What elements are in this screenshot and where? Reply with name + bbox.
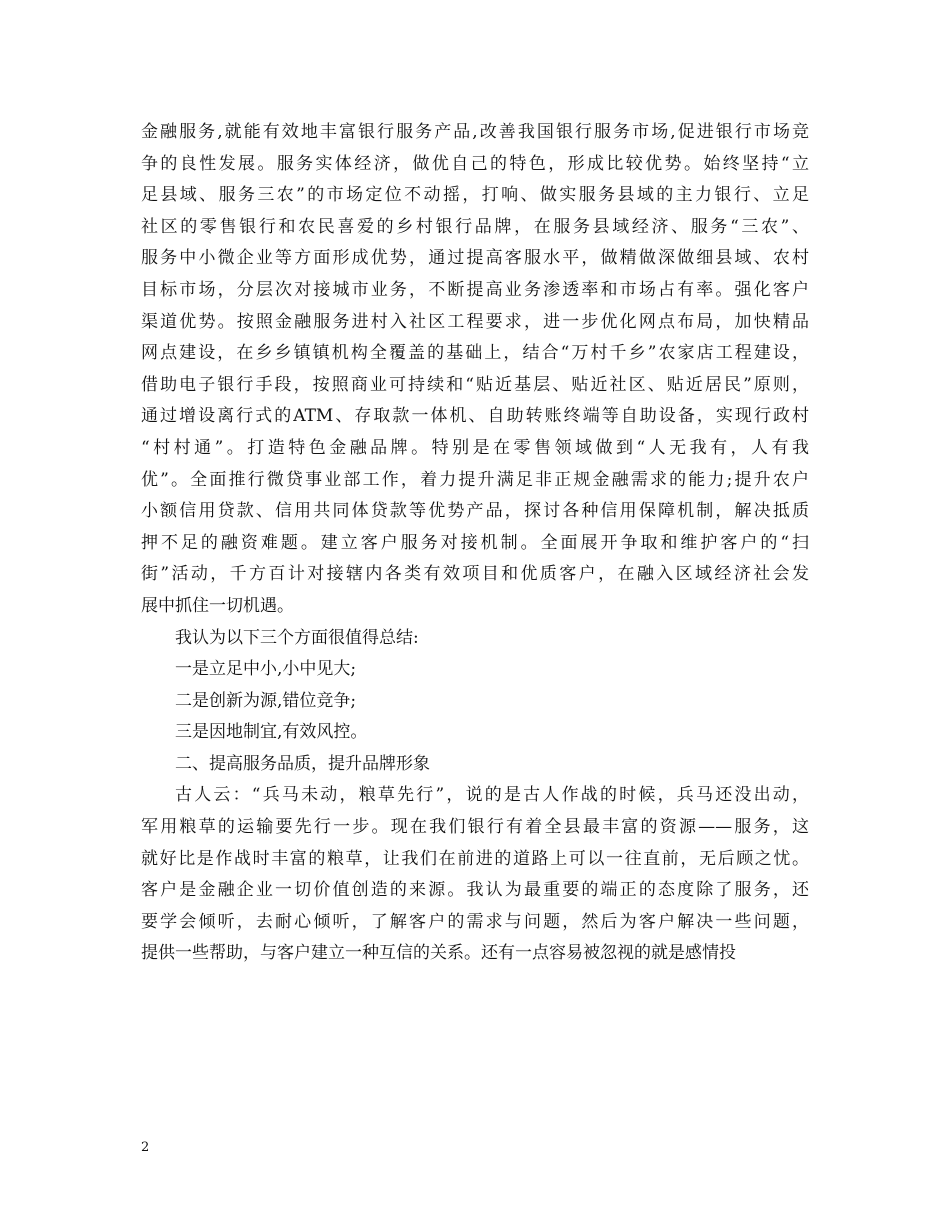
text-line: 争的良性发展。服务实体经济，做优自己的特色，形成比较优势。始终坚持“立 — [141, 153, 809, 174]
paragraph — [141, 686, 809, 718]
text-line: 二、提高服务品质，提升品牌形象 — [175, 753, 430, 774]
text-line: 古人云：“兵马未动，粮草先行”，说的是古人作战的时候，兵马还没出动， — [175, 785, 809, 806]
text-line: 展中抓住一切机遇。 — [141, 595, 294, 616]
text-line: 优”。全面推行微贷事业部工作，着力提升满足非正规金融需求的能力;提升农户 — [141, 469, 809, 490]
text-line: 一是立足中小,小中见大; — [175, 659, 357, 680]
page-number: 2 — [141, 1140, 150, 1155]
text-line: 三是因地制宜,有效风控。 — [175, 722, 368, 743]
text-line: “村村通”。打造特色金融品牌。特别是在零售领域做到“人无我有，人有我 — [141, 437, 809, 458]
text-line: 押不足的融资难题。建立客户服务对接机制。全面展开争取和维护客户的“扫 — [141, 532, 809, 553]
text-line: 网点建设，在乡乡镇镇机构全覆盖的基础上，结合“万村千乡”农家店工程建设， — [141, 343, 809, 364]
text-line: 目标市场，分层次对接城市业务，不断提高业务渗透率和市场占有率。强化客户 — [141, 279, 809, 300]
text-line: 渠道优势。按照金融服务进村入社区工程要求，进一步优化网点布局，加快精品 — [141, 311, 809, 332]
text-line: 提供一些帮助，与客户建立一种互信的关系。还有一点容易被忽视的就是感情投 — [141, 943, 736, 964]
text-line: 二是创新为源,错位竞争; — [175, 690, 357, 711]
body-text — [141, 117, 809, 970]
text-line: 金融服务,就能有效地丰富银行服务产品,改善我国银行服务市场,促进银行市场竞 — [141, 122, 809, 142]
text-line: 服务中小微企业等方面形成优势，通过提高客服水平，做精做深做细县域、农村 — [141, 248, 809, 269]
text-line: 要学会倾听，去耐心倾听，了解客户的需求与问题，然后为客户解决一些问题， — [141, 911, 809, 932]
paragraph — [141, 623, 809, 655]
text-line: 就好比是作战时丰富的粮草，让我们在前进的道路上可以一往直前，无后顾之忧。 — [141, 848, 809, 869]
paragraph — [141, 780, 809, 970]
paragraph — [141, 717, 809, 749]
text-line: 通过增设离行式的ATM、存取款一体机、自助转账终端等自助设备，实现行政村 — [141, 406, 809, 427]
text-line: 客户是金融企业一切价值创造的来源。我认为最重要的端正的态度除了服务，还 — [141, 880, 809, 901]
text-line: 军用粮草的运输要先行一步。现在我们银行有着全县最丰富的资源——服务，这 — [141, 817, 809, 838]
paragraph — [141, 117, 809, 623]
paragraph — [141, 749, 809, 781]
text-line: 街”活动，千方百计对接辖内各类有效项目和优质客户，在融入区域经济社会发 — [141, 564, 809, 585]
text-line: 社区的零售银行和农民喜爱的乡村银行品牌，在服务县域经济、服务“三农”、 — [141, 216, 809, 237]
text-line: 借助电子银行手段，按照商业可持续和“贴近基层、贴近社区、贴近居民”原则， — [141, 374, 809, 395]
text-line: 小额信用贷款、信用共同体贷款等优势产品，探讨各种信用保障机制，解决抵质 — [141, 501, 809, 522]
paragraph — [141, 654, 809, 686]
text-line: 足县域、服务三农”的市场定位不动摇，打响、做实服务县域的主力银行、立足 — [141, 185, 809, 206]
text-line: 我认为以下三个方面很值得总结: — [175, 627, 419, 648]
